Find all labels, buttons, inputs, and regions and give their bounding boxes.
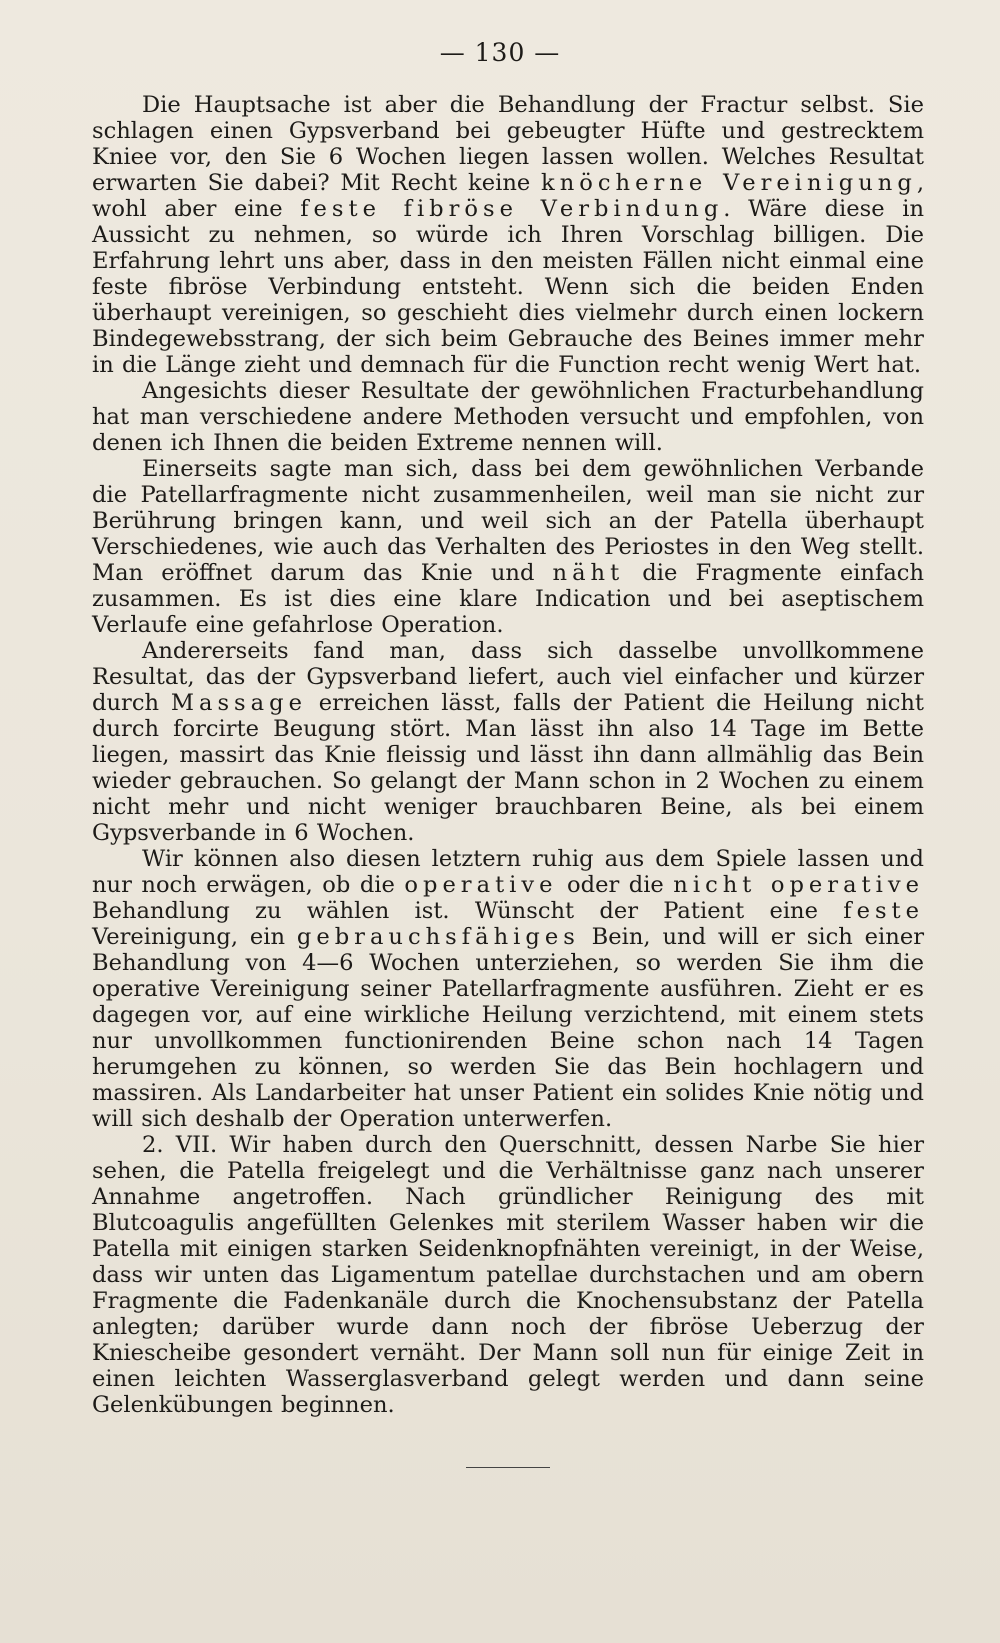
emphasized-text: gebrauchsfähiges xyxy=(296,924,580,950)
emphasized-text: feste fibröse Verbindung xyxy=(300,196,724,222)
paragraph xyxy=(92,92,924,378)
text-run: erreichen lässt, falls der Patient die Heilung nicht durch forcirte Beugung stört. Man lässt ihn also 14 Tage im Bette liegen, massirt das Knie fleissig und lässt ihn dann allmählig das Bein wieder gebrauchen. So gelangt der Mann schon in 2 Wochen zu einem nicht mehr und nicht weniger brauchbaren Beine, als bei einem Gypsverbande in 6 Wochen. xyxy=(92,690,924,846)
paragraph xyxy=(92,846,924,1132)
text-run: , wohl aber eine xyxy=(92,170,924,222)
emphasized-text: nicht operative xyxy=(673,872,924,898)
text-run: 2. VII. Wir haben durch den Querschnitt, dessen Narbe Sie hier sehen, die Patella freigelegt und die Verhältnisse ganz nach unserer Annahme angetroffen. Nach gründlicher Reinigung des mit Blutcoagulis angefüllten Gelenkes mit sterilem Wasser haben wir die Patella mit einigen starken Seidenknopfnähten vereinigt, in der Weise, dass wir unten das Ligamentum patellae durchstachen und am obern Fragmente die Fadenkanäle durch die Knochensubstanz der Patella anlegten; darüber wurde dann noch der fibröse Ueberzug der Kniescheibe gesondert vernäht. Der Mann soll nun für einige Zeit in einen leichten Wasserglasverband gelegt werden und dann seine Gelenkübungen beginnen. xyxy=(92,1132,924,1418)
text-run: Angesichts dieser Resultate der gewöhnlichen Fracturbehandlung hat man verschiedene andere Methoden versucht und empfohlen, von denen ich Ihnen die beiden Extreme nennen will. xyxy=(92,378,924,456)
text-run: oder die xyxy=(557,872,674,898)
text-run: die Fragmente einfach zusammen. Es ist dies eine klare Indication und bei aseptischem Verlaufe eine gefahrlose Operation. xyxy=(92,560,924,638)
emphasized-text: näht xyxy=(552,560,625,586)
emphasized-text: feste xyxy=(843,898,924,924)
text-run: Einerseits sagte man sich, dass bei dem gewöhnlichen Verbande die Patellarfragmente nicht zusammenheilen, weil man sie nicht zur Berührung bringen kann, und weil sich an der Patella überhaupt Verschiedenes, wie auch das Verhalten des Periostes in den Weg stellt. Man eröffnet darum das Knie und xyxy=(92,456,924,586)
paragraph xyxy=(92,456,924,638)
paragraph xyxy=(92,378,924,456)
paragraph xyxy=(92,638,924,846)
page-number: — 130 — xyxy=(439,38,561,67)
text-run: Behandlung zu wählen ist. Wünscht der Patient eine xyxy=(92,898,844,924)
text-run: Bein, und will er sich einer Behandlung von 4—6 Wochen unterziehen, so werden Sie ihm die operative Vereinigung seiner Patellarfragmente ausführen. Zieht er es dagegen vor, auf eine wirkliche Heilung verzichtend, mit einem stets nur unvollkommen functionirenden Beine schon nach 14 Tagen herumgehen zu können, so werden Sie das Bein hochlagern und massiren. Als Landarbeiter hat unser Patient ein solides Knie nötig und will sich deshalb der Operation unterwerfen. xyxy=(92,924,924,1132)
emphasized-text: knöcherne Vereinigung xyxy=(541,170,917,196)
text-run: Wir können also diesen letztern ruhig aus dem Spiele lassen und nur noch erwägen, ob die xyxy=(92,846,924,898)
text-run: . Wäre diese in Aussicht zu nehmen, so würde ich Ihren Vorschlag billigen. Die Erfahrung lehrt uns aber, dass in den meisten Fällen nicht einmal eine feste fibröse Verbindung entsteht. Wenn sich die beiden Enden überhaupt vereinigen, so geschieht dies vielmehr durch einen lockern Bindegewebsstrang, der sich beim Gebrauche des Beines immer mehr in die Länge zieht und demnach für die Function recht wenig Wert hat. xyxy=(92,196,925,378)
body-text xyxy=(92,92,924,1418)
paragraph xyxy=(92,1132,924,1418)
end-rule xyxy=(466,1467,550,1468)
text-run: Andererseits fand man, dass sich dasselbe unvollkommene Resultat, das der Gypsverband liefert, auch viel einfacher und kürzer durch xyxy=(92,638,924,716)
emphasized-text: operative xyxy=(404,872,558,898)
emphasized-text: Massage xyxy=(170,690,307,716)
text-run: Die Hauptsache ist aber die Behandlung der Fractur selbst. Sie schlagen einen Gypsverband bei gebeugter Hüfte und gestrecktem Kniee vor, den Sie 6 Wochen liegen lassen wollen. Welches Resultat erwarten Sie dabei? Mit Recht keine xyxy=(92,92,924,196)
text-run: Vereinigung, ein xyxy=(92,924,297,950)
